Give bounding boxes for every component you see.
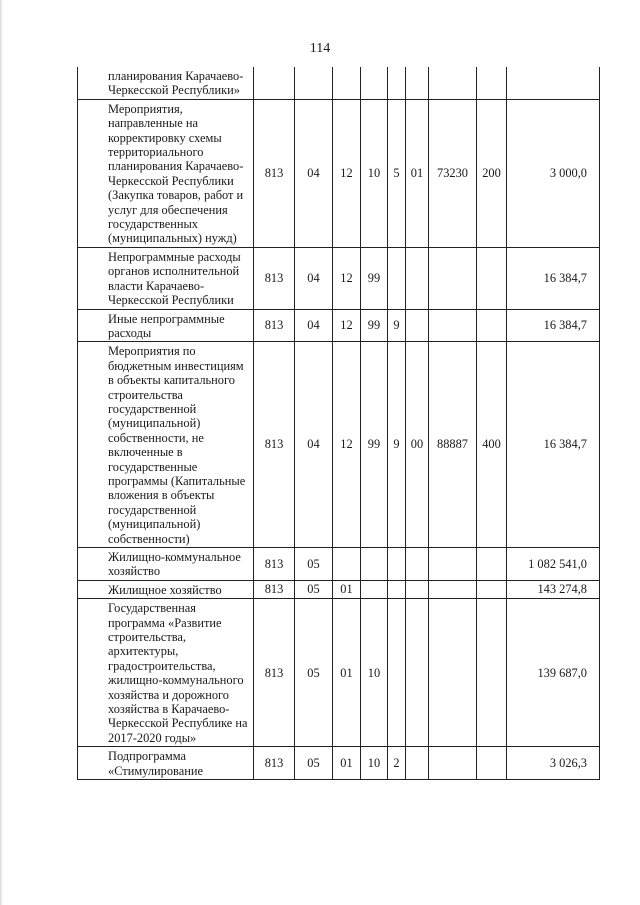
subsection-code-cell: 01 — [333, 580, 361, 598]
subprogram-code-cell: 9 — [388, 309, 406, 342]
table-row — [78, 99, 600, 247]
table-row — [78, 342, 600, 548]
direction-code-cell — [429, 747, 477, 780]
subsection-code-cell: 01 — [333, 599, 361, 747]
ministry-code-cell: 813 — [254, 309, 295, 342]
section-code-cell: 04 — [295, 99, 333, 247]
page-number: 114 — [309, 41, 331, 56]
program-code-cell: 10 — [361, 599, 388, 747]
subprogram-code-cell — [388, 247, 406, 309]
subsection-code-cell — [333, 548, 361, 581]
table-row — [78, 599, 600, 747]
amount-cell: 3 000,0 — [507, 99, 600, 247]
subprogram-code-cell — [388, 548, 406, 581]
program-code-cell: 10 — [361, 747, 388, 780]
ministry-code-cell: 813 — [254, 247, 295, 309]
amount-cell: 3 026,3 — [507, 747, 600, 780]
subprogram-code-cell: 9 — [388, 342, 406, 548]
section-code-cell: 05 — [295, 599, 333, 747]
section-code-cell: 04 — [295, 309, 333, 342]
expense-type-cell — [477, 247, 507, 309]
expense-name-cell: Подпрограмма «Стимулирование — [78, 747, 254, 780]
program-code-cell — [361, 67, 388, 99]
program-code-cell — [361, 580, 388, 598]
amount-cell: 1 082 541,0 — [507, 548, 600, 581]
expense-name-cell: Непрограммные расходы органов исполнительной власти Карачаево-Черкесской Республики — [78, 247, 254, 309]
subsection-code-cell: 01 — [333, 747, 361, 780]
expense-name-cell: Мероприятия, направленные на корректировку схемы территориального планирования Карачаево-Черкесской Республики (Закупка товаров, работ и услуг для обеспечения государственных (муниципальных) нужд) — [78, 99, 254, 247]
subprogram-code-cell: 2 — [388, 747, 406, 780]
subsection-code-cell: 12 — [333, 99, 361, 247]
table-row — [78, 747, 600, 780]
subsection-code-cell: 12 — [333, 342, 361, 548]
direction-code-cell — [429, 580, 477, 598]
table-row — [78, 247, 600, 309]
activity-code-cell: 01 — [406, 99, 429, 247]
subprogram-code-cell — [388, 599, 406, 747]
section-code-cell: 05 — [295, 548, 333, 581]
ministry-code-cell — [254, 67, 295, 99]
program-code-cell: 99 — [361, 247, 388, 309]
ministry-code-cell: 813 — [254, 580, 295, 598]
amount-cell — [507, 67, 600, 99]
direction-code-cell — [429, 67, 477, 99]
program-code-cell: 10 — [361, 99, 388, 247]
direction-code-cell: 88887 — [429, 342, 477, 548]
direction-code-cell — [429, 247, 477, 309]
section-code-cell — [295, 67, 333, 99]
expense-type-cell — [477, 548, 507, 581]
activity-code-cell — [406, 309, 429, 342]
subsection-code-cell: 12 — [333, 309, 361, 342]
program-code-cell: 99 — [361, 309, 388, 342]
direction-code-cell — [429, 309, 477, 342]
ministry-code-cell: 813 — [254, 548, 295, 581]
direction-code-cell — [429, 599, 477, 747]
section-code-cell: 04 — [295, 342, 333, 548]
direction-code-cell: 73230 — [429, 99, 477, 247]
activity-code-cell — [406, 599, 429, 747]
activity-code-cell — [406, 548, 429, 581]
table-row — [78, 67, 600, 99]
table-row — [78, 548, 600, 581]
amount-cell: 16 384,7 — [507, 247, 600, 309]
expense-name-cell: Мероприятия по бюджетным инвестициям в объекты капитального строительства государственной (муниципальной) собственности, не включенные в государственные программы (Капитальные вложения в объекты государственной (муниципальной) собственности) — [78, 342, 254, 548]
expense-name-cell: Государственная программа «Развитие строительства, архитектуры, градостроительства, жилищно-коммунального хозяйства и дорожного хозяйства в Карачаево-Черкесской Республике на 2017-2020 годы» — [78, 599, 254, 747]
expense-name-cell: Жилищно-коммунальное хозяйство — [78, 548, 254, 581]
subprogram-code-cell: 5 — [388, 99, 406, 247]
expense-name-cell: Жилищное хозяйство — [78, 580, 254, 598]
activity-code-cell — [406, 67, 429, 99]
activity-code-cell — [406, 747, 429, 780]
activity-code-cell — [406, 247, 429, 309]
scan-edge-shadow — [0, 0, 3, 905]
program-code-cell: 99 — [361, 342, 388, 548]
subprogram-code-cell — [388, 67, 406, 99]
section-code-cell: 05 — [295, 747, 333, 780]
section-code-cell: 05 — [295, 580, 333, 598]
amount-cell: 143 274,8 — [507, 580, 600, 598]
expense-name-cell: Иные непрограммные расходы — [78, 309, 254, 342]
expense-type-cell — [477, 747, 507, 780]
expense-type-cell — [477, 309, 507, 342]
subsection-code-cell: 12 — [333, 247, 361, 309]
expense-type-cell — [477, 599, 507, 747]
table-row — [78, 309, 600, 342]
budget-table — [77, 67, 600, 780]
section-code-cell: 04 — [295, 247, 333, 309]
subsection-code-cell — [333, 67, 361, 99]
expense-name-cell: планирования Карачаево-Черкесской Республики» — [78, 67, 254, 99]
ministry-code-cell: 813 — [254, 99, 295, 247]
expense-type-cell: 400 — [477, 342, 507, 548]
ministry-code-cell: 813 — [254, 342, 295, 548]
activity-code-cell: 00 — [406, 342, 429, 548]
expense-type-cell: 200 — [477, 99, 507, 247]
table-body — [78, 67, 600, 780]
ministry-code-cell: 813 — [254, 747, 295, 780]
amount-cell: 139 687,0 — [507, 599, 600, 747]
expense-type-cell — [477, 580, 507, 598]
direction-code-cell — [429, 548, 477, 581]
amount-cell: 16 384,7 — [507, 309, 600, 342]
expense-type-cell — [477, 67, 507, 99]
table-row — [78, 580, 600, 598]
amount-cell: 16 384,7 — [507, 342, 600, 548]
activity-code-cell — [406, 580, 429, 598]
program-code-cell — [361, 548, 388, 581]
ministry-code-cell: 813 — [254, 599, 295, 747]
subprogram-code-cell — [388, 580, 406, 598]
